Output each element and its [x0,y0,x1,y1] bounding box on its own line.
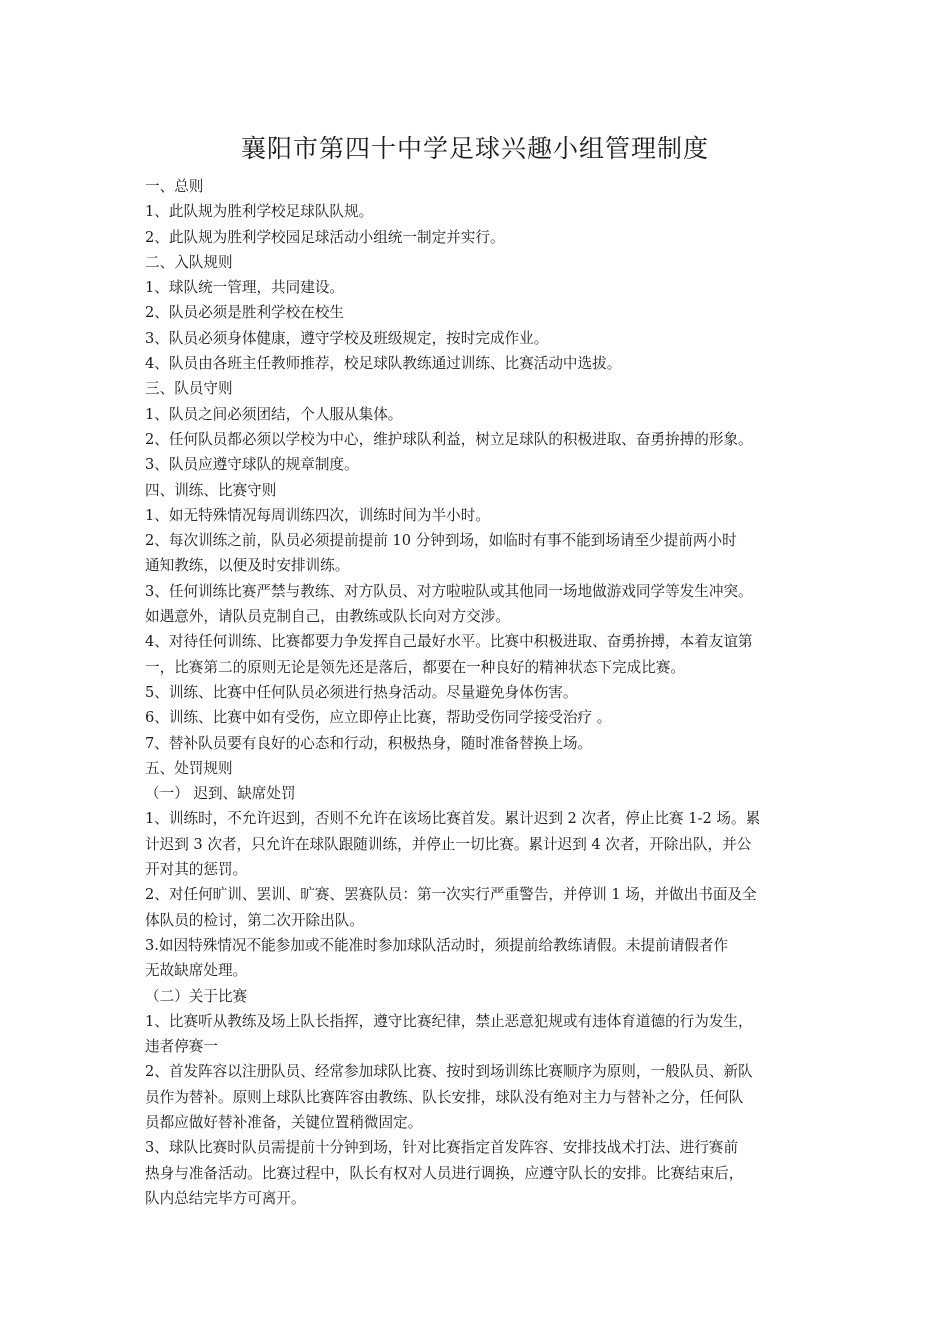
section-heading: （二）关于比赛 [145,987,248,1005]
rule-item: 1、比赛听从教练及场上队长指挥，遵守比赛纪律，禁止恶意犯规或有违体育道德的行为发生， [145,1012,753,1030]
rule-item: 6、训练、比赛中如有受伤，应立即停止比赛，帮助受伤同学接受治疗 。 [145,709,612,727]
rule-item: 2、此队规为胜利学校园足球活动小组统一制定并实行。 [145,228,505,246]
paragraph-continuation: 违者停赛一 [145,1038,218,1056]
rule-item: 1、如无特殊情况每周训练四次，训练时间为半小时。 [145,506,490,524]
paragraph-continuation: 一，比赛第二的原则无论是领先还是落后，都要在一种良好的精神状态下完成比赛。 [145,658,685,676]
paragraph-continuation: 员都应做好替补准备，关键位置稍微固定。 [145,1113,423,1131]
section-heading: （一） 迟到、缺席处罚 [145,785,296,803]
paragraph-continuation: 体队员的检讨，第二次开除出队。 [145,911,364,929]
rule-item: 1、球队统一管理，共同建设。 [145,279,345,297]
rule-item: 1、训练时，不允许迟到，否则不允许在该场比赛首发。累计迟到 2 次者，停止比赛 1-2 场。累 [145,810,761,828]
document-title: 襄阳市第四十中学足球兴趣小组管理制度 [240,134,709,163]
rule-item: 2、每次训练之前，队员必须提前提前 10 分钟到场，如临时有事不能到场请至少提前两小时 [145,532,737,550]
paragraph-continuation: 开对其的惩罚。 [145,861,248,879]
paragraph-continuation: 如遇意外，请队员克制自己，由教练或队长向对方交涉。 [145,608,510,626]
rule-item: 3、队员应遵守球队的规章制度。 [145,456,359,474]
paragraph-continuation: 热身与准备活动。比赛过程中，队长有权对人员进行调换，应遵守队长的安排。比赛结束后， [145,1164,744,1182]
section-heading: 一、总则 [145,178,204,195]
rule-item: 2、任何队员都必须以学校为中心，维护球队利益，树立足球队的积极进取、奋勇拚搏的形象。 [145,430,753,448]
section-heading: 五、处罚规则 [145,759,233,777]
rule-item: 5、训练、比赛中任何队员必须进行热身活动。尽量避免身体伤害。 [145,683,578,701]
paragraph-continuation: 队内总结完毕方可离开。 [145,1189,306,1207]
rule-item: 3、球队比赛时队员需提前十分钟到场，针对比赛指定首发阵容、安排技战术打法、进行赛前 [145,1139,739,1157]
section-heading: 二、入队规则 [145,253,233,271]
section-heading: 四、训练、比赛守则 [145,481,277,499]
section-heading: 三、队员守则 [145,380,233,398]
rule-item: 1、队员之间必须团结，个人服从集体。 [145,405,403,423]
rule-item: 4、对待任何训练、比赛都要力争发挥自己最好水平。比赛中积极进取、奋勇拚搏，本着友谊第 [145,633,753,651]
paragraph-continuation: 通知教练，以便及时安排训练。 [145,557,350,575]
rule-item: 4、队员由各班主任教师推荐，校足球队教练通过训练、比赛活动中选拔。 [145,355,622,373]
rule-item: 3、队员必须身体健康，遵守学校及班级规定，按时完成作业。 [145,329,549,347]
rule-item: 2、对任何旷训、罢训、旷赛、罢赛队员：第一次实行严重警告，并停训 1 场，并做出书面及全 [145,886,757,904]
paragraph-continuation: 计迟到 3 次者，只允许在球队跟随训练，并停止一切比赛。累计迟到 4 次者，开除出队，并公 [145,835,752,853]
rule-item: 3.如因特殊情况不能参加或不能准时参加球队活动时，须提前给教练请假。未提前请假者作 [145,936,729,954]
rule-item: 2、首发阵容以注册队员、经常参加球队比赛、按时到场训练比赛顺序为原则，一般队员、新队 [145,1063,753,1081]
paragraph-continuation: 员作为替补。原则上球队比赛阵容由教练、队长安排，球队没有绝对主力与替补之分，任何队 [145,1088,744,1106]
rule-item: 7、替补队员要有良好的心态和行动，积极热身，随时准备替换上场。 [145,734,593,752]
paragraph-continuation: 无故缺席处理。 [145,962,248,980]
document-body [145,174,810,1211]
rule-item: 3、任何训练比赛严禁与教练、对方队员、对方啦啦队或其他同一场地做游戏同学等发生冲突。 [145,582,753,600]
rule-item: 1、此队规为胜利学校足球队队规。 [145,203,374,221]
rule-item: 2、队员必须是胜利学校在校生 [145,304,345,322]
